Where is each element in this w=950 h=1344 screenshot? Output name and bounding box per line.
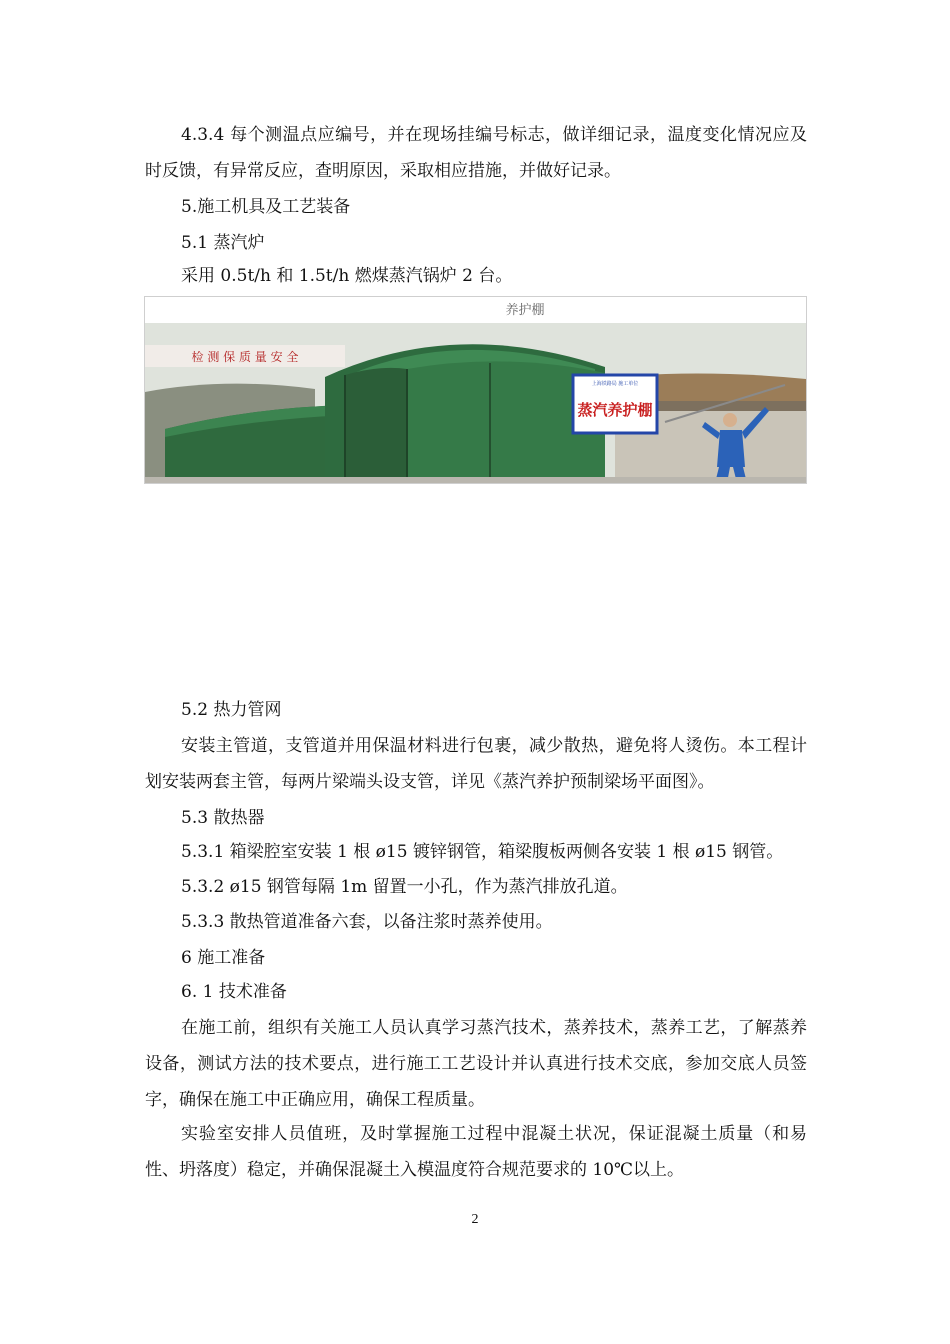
paragraph-6-1-b: 实验室安排人员值班，及时掌握施工过程中混凝土状况，保证混凝土质量（和易性、坍落度）稳定，并确保混凝土入模温度符合规范要求的 10℃以上。 xyxy=(145,1124,807,1180)
photo-caption: 养护棚 xyxy=(505,303,545,318)
heading-5: 5.施工机具及工艺装备 xyxy=(181,197,351,217)
heading-5-2: 5.2 热力管网 xyxy=(181,700,282,720)
paragraph-5-3-2: 5.3.2 ø15 钢管每隔 1m 留置一小孔，作为蒸汽排放孔道。 xyxy=(181,877,628,897)
paragraph-5-1: 采用 0.5t/h 和 1.5t/h 燃煤蒸汽锅炉 2 台。 xyxy=(181,266,513,286)
heading-5-3: 5.3 散热器 xyxy=(181,808,265,828)
paragraph-6-1-a: 在施工前，组织有关施工人员认真学习蒸汽技术，蒸养技术，蒸养工艺，了解蒸养设备，测试方法的技术要点，进行施工工艺设计并认真进行技术交底，参加交底人员签字，确保在施工中正确应用，确保工程质量。 xyxy=(145,1018,807,1110)
paragraph-5-2: 安装主管道，支管道并用保温材料进行包裹，减少散热，避免将人烫伤。本工程计划安装两套主管，每两片梁端头设支管，详见《蒸汽养护预制梁场平面图》。 xyxy=(145,736,807,792)
heading-6: 6 施工准备 xyxy=(181,948,266,968)
paragraph-4-3-4: 4.3.4 每个测温点应编号，并在现场挂编号标志，做详细记录，温度变化情况应及时反馈，有异常反应，查明原因，采取相应措施，并做好记录。 xyxy=(145,125,807,181)
sign-header: 上海铁路局 施工单位 xyxy=(591,381,639,387)
paragraph-5-3-1: 5.3.1 箱梁腔室安装 1 根 ø15 镀锌钢管，箱梁腹板两侧各安装 1 根 ø15 钢管。 xyxy=(181,842,784,862)
banner-slogan: 检 测 保 质 量 安 全 xyxy=(191,350,299,364)
sign-title: 蒸汽养护棚 xyxy=(577,401,653,419)
heading-5-1: 5.1 蒸汽炉 xyxy=(181,233,265,253)
heading-6-1: 6. 1 技术准备 xyxy=(181,982,287,1002)
steam-curing-shed-photo xyxy=(144,296,807,484)
paragraph-5-3-3: 5.3.3 散热管道准备六套，以备注浆时蒸养使用。 xyxy=(181,912,553,932)
page-number: 2 xyxy=(471,1212,479,1227)
